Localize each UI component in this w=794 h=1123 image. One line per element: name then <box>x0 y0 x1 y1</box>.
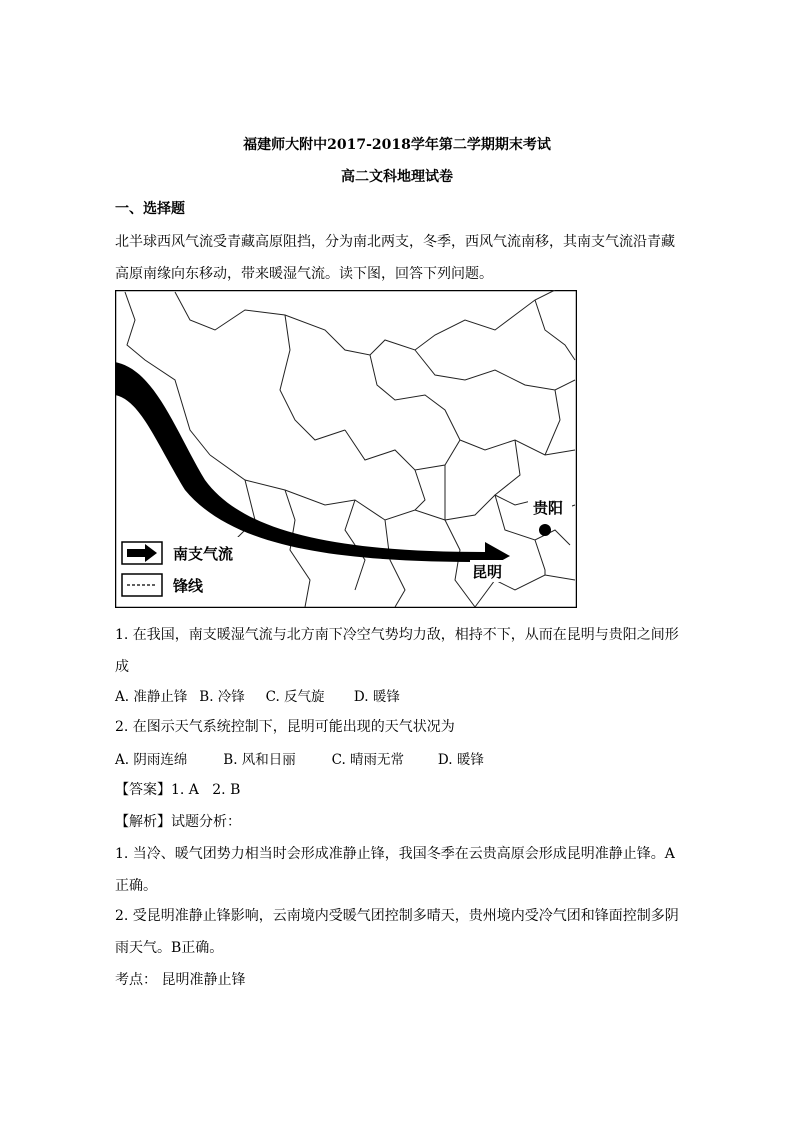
kaodian-line: 考点： 昆明准静止锋 <box>115 972 246 988</box>
option-d: D. 暖锋 <box>353 689 400 705</box>
analysis-1-line-2: 正确。 <box>115 878 157 894</box>
analysis-2-line-1: 2. 受昆明准静止锋影响，云南境内受暖气团控制多晴天，贵州境内受冷气团和锋面控制多阴 <box>115 908 679 924</box>
city-label-kunming: 昆明 <box>472 563 503 581</box>
option-d: D. 暖锋 <box>437 752 484 768</box>
option-c: C. 晴雨无常 <box>331 752 405 768</box>
question-2-options <box>115 748 484 768</box>
intro-line-1: 北半球西风气流受青藏高原阻挡，分为南北两支，冬季，西风气流南移，其南支气流沿青藏 <box>115 234 675 250</box>
city-label-guiyang: 贵阳 <box>533 499 564 517</box>
exam-subtitle: 高二文科地理试卷 <box>341 169 453 185</box>
option-c: C. 反气旋 <box>265 689 325 705</box>
question-2-stem: 2. 在图示天气系统控制下，昆明可能出现的天气状况为 <box>115 719 455 735</box>
option-b: B. 风和日丽 <box>223 752 296 768</box>
guiyang-dot <box>539 524 551 536</box>
intro-line-2: 高原南缘向东移动，带来暖湿气流。读下图，回答下列问题。 <box>115 266 493 282</box>
analysis-heading: 【解析】试题分析： <box>115 814 241 830</box>
weather-map <box>115 290 577 608</box>
answer-line: 【答案】1. A 2. B <box>115 782 241 798</box>
question-1-stem-line-1: 1. 在我国，南支暖湿气流与北方南下冷空气势均力敌，相持不下，从而在昆明与贵阳之间形 <box>115 627 679 643</box>
map-legend <box>118 537 258 603</box>
question-1-options <box>115 685 400 705</box>
exam-title: 福建师大附中2017-2018学年第二学期期末考试 <box>243 137 551 153</box>
legend-label-front: 锋线 <box>173 577 204 595</box>
question-1-stem-line-2: 成 <box>115 659 129 675</box>
analysis-2-line-2: 雨天气。B正确。 <box>115 940 224 956</box>
section-heading: 一、选择题 <box>115 201 185 217</box>
option-a: A. 准静止锋 <box>115 689 188 705</box>
option-a: A. 阴雨连绵 <box>115 752 188 768</box>
option-b: B. 冷锋 <box>199 689 245 705</box>
legend-label-airflow: 南支气流 <box>173 545 234 563</box>
analysis-1-line-1: 1. 当冷、暖气团势力相当时会形成准静止锋，我国冬季在云贵高原会形成昆明准静止锋。A <box>115 846 675 862</box>
